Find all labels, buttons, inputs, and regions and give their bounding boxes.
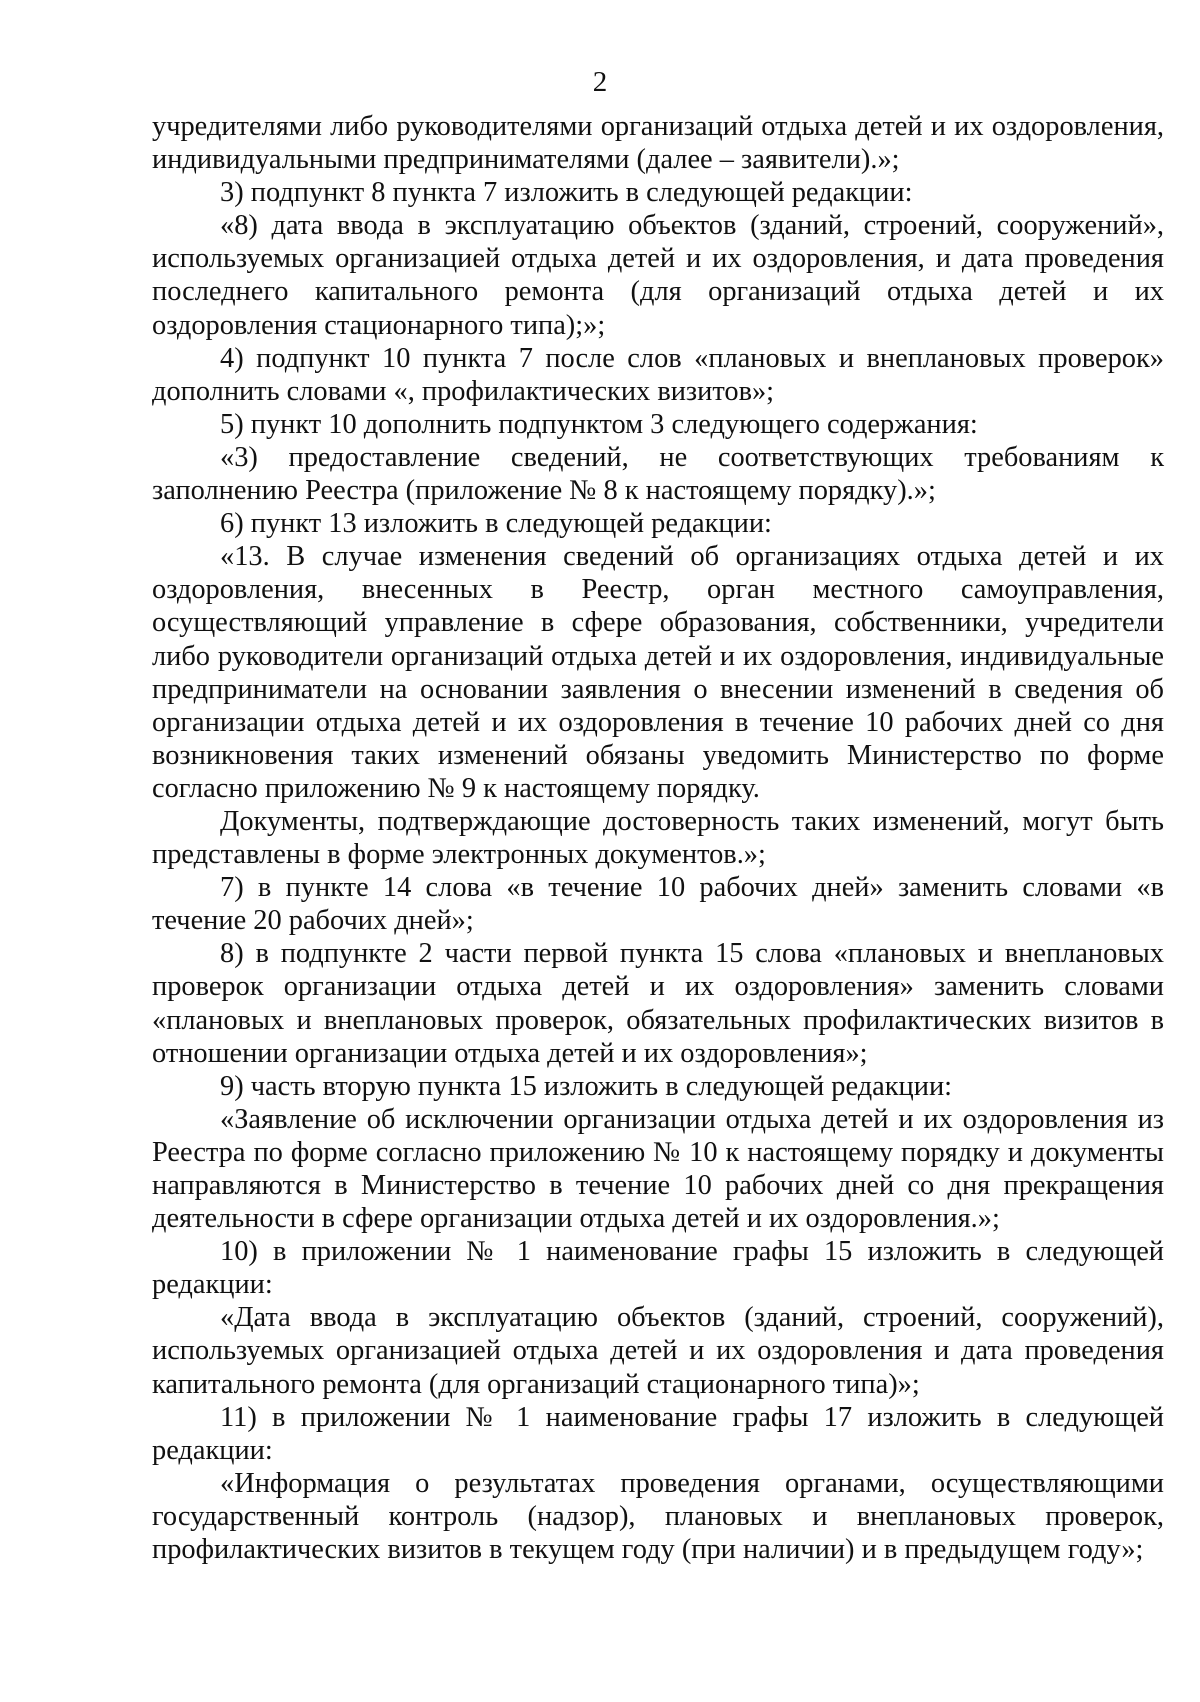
paragraph-10: 7) в пункте 14 слова «в течение 10 рабочих дней» заменить словами «в течение 20 рабочих дней»; [152,872,1164,937]
paragraph-11: 8) в подпункте 2 части первой пункта 15 слова «плановых и внеплановых проверок организации отдыха детей и их оздоровления» заменить словами «плановых и внеплановых проверок, обязательных профилактических визитов в отношении организации отдыха детей и их оздоровления»; [152,938,1164,1069]
paragraph-7: 6) пункт 13 изложить в следующей редакции: [220,508,772,540]
paragraph-9: Документы, подтверждающие достоверность таких изменений, могут быть представлены в форме электронных документов.»; [152,805,1164,871]
paragraph-8: «13. В случае изменения сведений об организациях отдыха детей и их оздоровления, внесенных в Реестр, орган местного самоуправления, осуществляющий управление в сфере образования, собственники, учредители либо руководители организаций отдыха детей и их оздоровления, индивидуальные предприниматели на основании заявления о внесении изменений в сведения об организации отдыха детей и их оздоровления в течение 10 рабочих дней со дня возникновения таких изменений обязаны уведомить Министерство по форме согласно приложению № 9 к настоящему порядку. [152,541,1164,804]
paragraph-5: 5) пункт 10 дополнить подпунктом 3 следующего содержания: [220,408,978,440]
paragraph-17: «Информация о результатах проведения органами, осуществляющими государственный контроль (надзор), плановых и внеплановых проверок, профилактических визитов в текущем году (при наличии) и в предыдущем году»; [152,1467,1164,1566]
paragraph-13: «Заявление об исключении организации отдыха детей и их оздоровления из Реестра по форме согласно приложению № 10 к настоящему порядку и документы направляются в Министерство в течение 10 рабочих дней со дня прекращения деятельности в сфере организации отдыха детей и их оздоровления.»; [152,1103,1164,1235]
paragraph-2: 3) подпункт 8 пункта 7 изложить в следующей редакции: [220,177,913,209]
paragraph-14: 10) в приложении № 1 наименование графы 15 изложить в следующей редакции: [152,1236,1164,1301]
paragraph-6: «3) предоставление сведений, не соответствующих требованиям к заполнению Реестра (приложение № 8 к настоящему порядку).»; [152,441,1164,507]
paragraph-4: 4) подпункт 10 пункта 7 после слов «плановых и внеплановых проверок» дополнить словами «, профилактических визитов»; [152,342,1164,407]
paragraph-15: «Дата ввода в эксплуатацию объектов (зданий, строений, сооружений), используемых организацией отдыха детей и их оздоровления и дата проведения капитального ремонта (для организаций стационарного типа)»; [152,1302,1164,1400]
paragraph-16: 11) в приложении № 1 наименование графы 17 изложить в следующей редакции: [152,1401,1164,1466]
paragraph-3: «8) дата ввода в эксплуатацию объектов (зданий, строений, сооружений», используемых организацией отдыха детей и их оздоровления, и дата проведения последнего капитального ремонта (для организаций отдыха детей и их оздоровления стационарного типа);»; [152,210,1164,341]
page-number: 2 [592,66,608,98]
document-body [152,110,1164,1566]
paragraph-12: 9) часть вторую пункта 15 изложить в следующей редакции: [220,1070,953,1102]
paragraph-1: учредителями либо руководителями организаций отдыха детей и их оздоровления, индивидуальными предпринимателями (далее – заявители).»; [152,111,1164,176]
